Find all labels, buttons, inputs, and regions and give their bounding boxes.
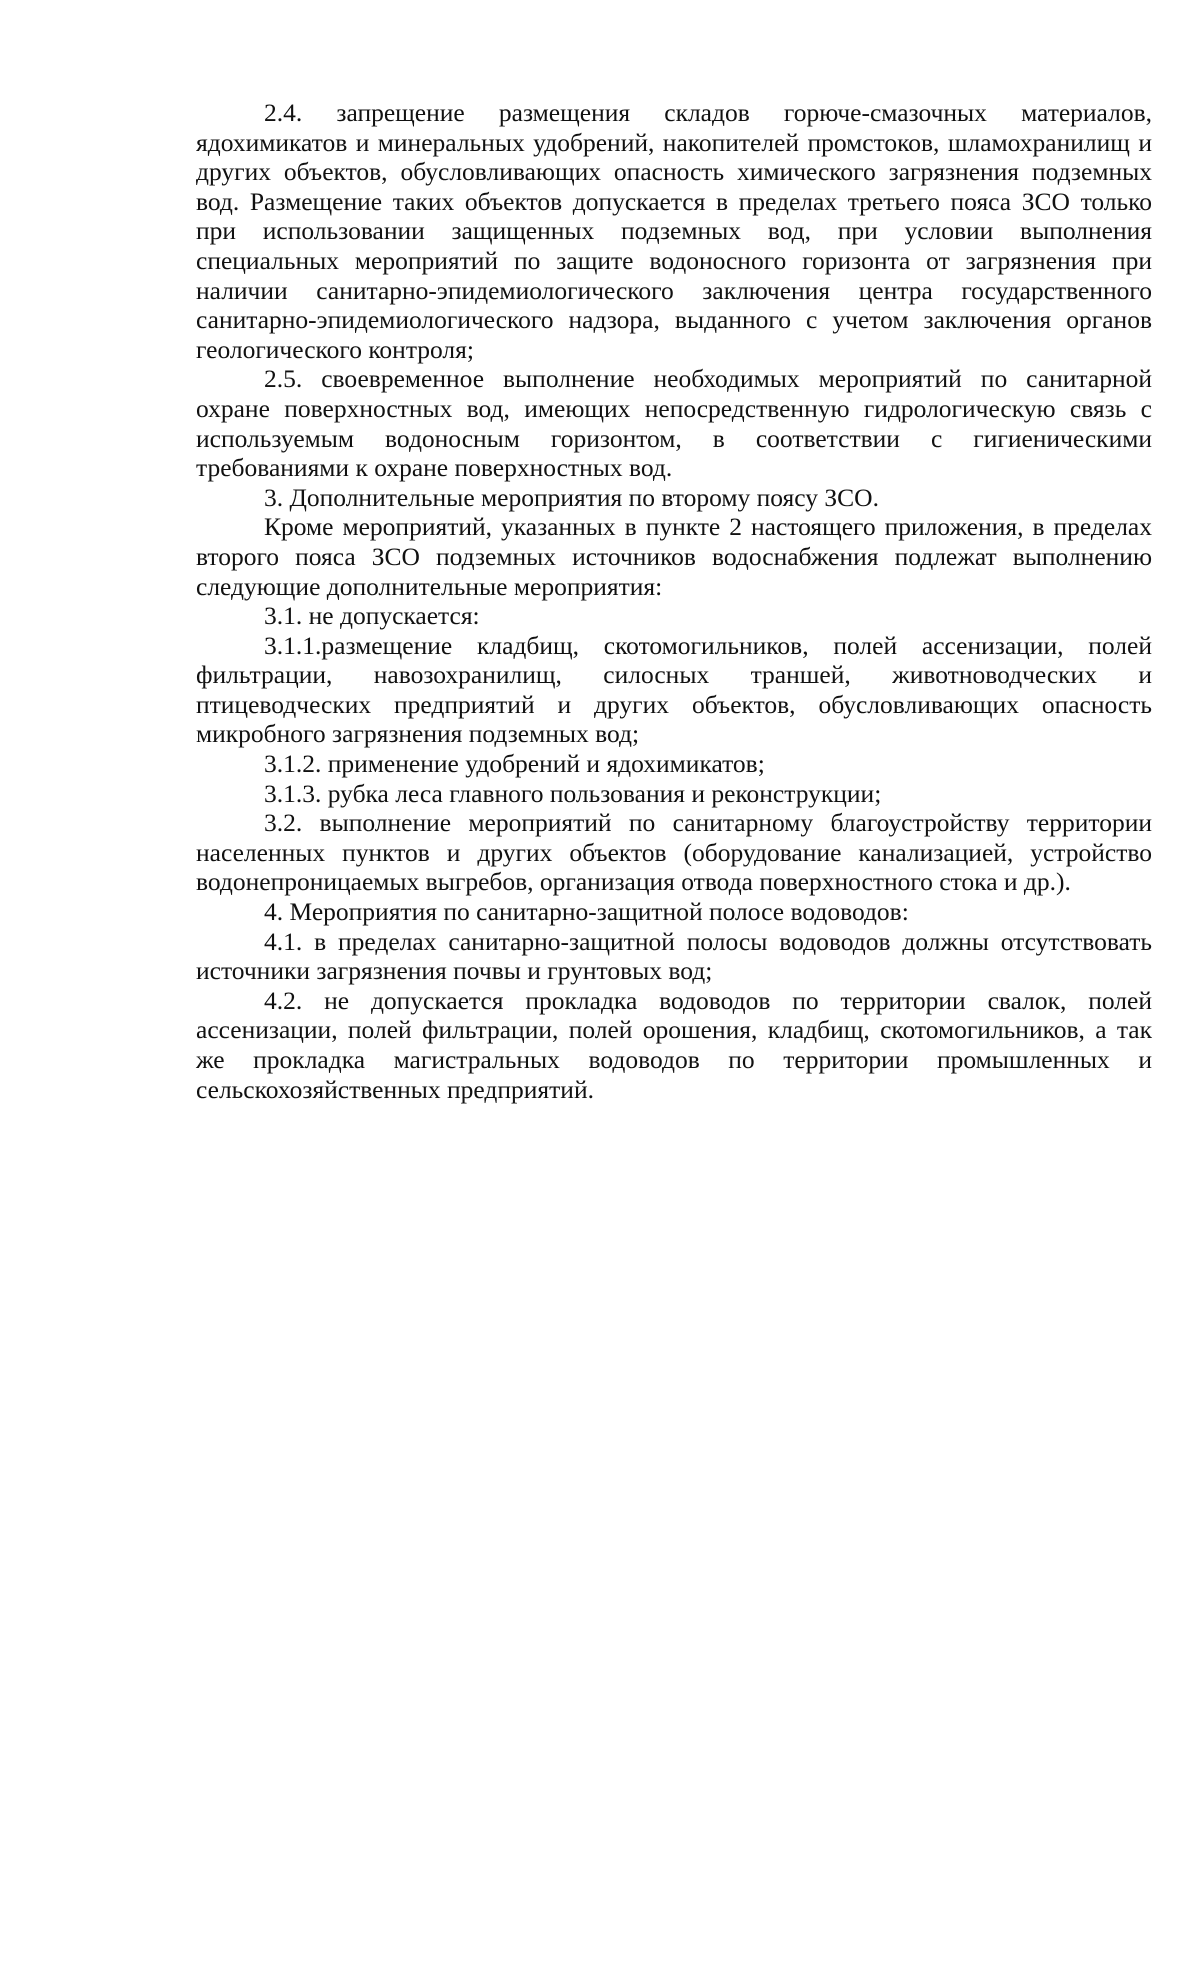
paragraph-3-1: 3.1. не допускается: [264,601,480,631]
paragraph-3-1-3: 3.1.3. рубка леса главного пользования и реконструкции; [264,778,882,808]
paragraph-3-2: 3.2. выполнение мероприятий по санитарному благоустройству территории населенных пунктов и других объектов (оборудование канализацией, устройство водонепроницаемых выгребов, организация отвода поверхностного стока и др.). [196,808,1152,897]
paragraph-3-1-1: 3.1.1.размещение кладбищ, скотомогильников, полей ассенизации, полей фильтрации, навозохранилищ, силосных траншей, животноводческих и птицеводческих предприятий и других объектов, обусловливающих опасность микробного загрязнения подземных вод; [196,630,1152,749]
paragraph-2-4: 2.4. запрещение размещения складов горюче-смазочных материалов, ядохимикатов и минеральных удобрений, накопителей промстоков, шламохранилищ и других объектов, обусловливающих опасность химического загрязнения подземных вод. Размещение таких объектов допускается в пределах третьего пояса ЗСО только при использовании защищенных подземных вод, при условии выполнения специальных мероприятий по защите водоносного горизонта от загрязнения при наличии санитарно-эпидемиологического заключения центра государственного санитарно-эпидемиологического надзора, выданного с учетом заключения органов геологического контроля; [196,98,1152,364]
section-heading-3: 3. Дополнительные мероприятия по второму поясу ЗСО. [264,482,879,512]
paragraph-3-intro: Кроме мероприятий, указанных в пункте 2 настоящего приложения, в пределах второго пояса ЗСО подземных источников водоснабжения подлежат выполнению следующие дополнительные мероприятия: [196,512,1152,601]
document-body [196,98,1152,1104]
paragraph-4-2: 4.2. не допускается прокладка водоводов по территории свалок, полей ассенизации, полей фильтрации, полей орошения, кладбищ, скотомогильников, а так же прокладка магистральных водоводов по территории промышленных и сельскохозяйственных предприятий. [196,985,1152,1104]
paragraph-3-1-2: 3.1.2. применение удобрений и ядохимикатов; [264,749,765,779]
paragraph-4-1: 4.1. в пределах санитарно-защитной полосы водоводов должны отсутствовать источники загрязнения почвы и грунтовых вод; [196,926,1152,986]
section-heading-4: 4. Мероприятия по санитарно-защитной полосе водоводов: [264,897,909,927]
paragraph-2-5: 2.5. своевременное выполнение необходимых мероприятий по санитарной охране поверхностных вод, имеющих непосредственную гидрологическую связь с используемым водоносным горизонтом, в соответствии с гигиеническими требованиями к охране поверхностных вод. [196,364,1152,483]
